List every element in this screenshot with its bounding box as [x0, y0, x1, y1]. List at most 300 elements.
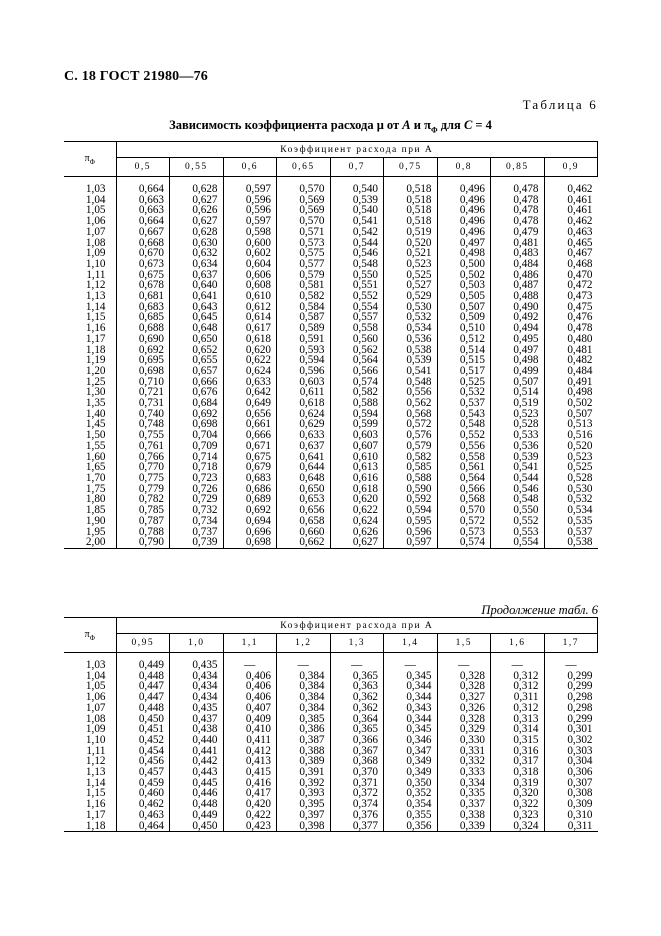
table-cell: 0,538	[544, 537, 598, 548]
table-cell: 0,496	[437, 195, 491, 206]
table-cell: 0,536	[384, 334, 438, 345]
table-cell: 0,449	[116, 653, 170, 671]
row-arg: 1,70	[85, 471, 106, 484]
table-cell: 0,389	[277, 756, 331, 767]
row-arg: 1,03	[85, 659, 106, 671]
table-cell: 0,737	[170, 527, 224, 538]
table-cell: 0,470	[544, 270, 598, 281]
table-row	[64, 177, 598, 195]
row-arg: 1,15	[85, 311, 106, 324]
table-cell: 0,695	[116, 355, 170, 366]
row-arg: 1,12	[85, 755, 106, 768]
table-cell: 0,339	[437, 821, 491, 832]
table-cell: 0,532	[437, 387, 491, 398]
table-cell: 0,558	[330, 323, 384, 334]
table-cell: 0,710	[116, 377, 170, 388]
table-cell: 0,603	[277, 377, 331, 388]
row-arg: 1,18	[85, 343, 106, 356]
row-arg: 1,08	[85, 236, 106, 249]
table-cell: 0,302	[544, 735, 598, 746]
table-cell: 0,534	[384, 323, 438, 334]
table-cell: 0,661	[223, 419, 277, 430]
table-cell: 0,649	[223, 398, 277, 409]
table-cell: 0,519	[384, 227, 438, 238]
table-cell: 0,498	[437, 248, 491, 259]
table-cell: 0,597	[384, 537, 438, 548]
table-cell: —	[437, 653, 491, 671]
table-cell: 0,481	[544, 345, 598, 356]
table-cell: 0,513	[544, 419, 598, 430]
table-cell: 0,538	[384, 345, 438, 356]
table-cell: 0,384	[277, 681, 331, 692]
row-arg: 1,11	[86, 744, 106, 757]
table-cell: 0,785	[116, 505, 170, 516]
table-cell: 0,507	[437, 302, 491, 313]
row-arg: 1,16	[85, 798, 106, 811]
table-cell: 0,435	[170, 703, 224, 714]
table-cell: 0,478	[491, 195, 545, 206]
table-cell: 0,641	[277, 452, 331, 463]
table-cell: 0,613	[330, 462, 384, 473]
column-header: 1,6	[491, 634, 545, 653]
column-header: 0,55	[170, 158, 224, 177]
table-cell: 0,520	[384, 238, 438, 249]
table-cell: 0,530	[544, 484, 598, 495]
table-cell: 0,653	[277, 494, 331, 505]
table-cell: 0,502	[437, 270, 491, 281]
table-cell: 0,564	[330, 355, 384, 366]
table-cell: 0,569	[277, 195, 331, 206]
column-header: 1,5	[437, 634, 491, 653]
table-cell: 0,566	[330, 366, 384, 377]
table-cell: 0,664	[116, 216, 170, 227]
row-arg: 1,10	[85, 733, 106, 746]
row-arg: 1,07	[85, 225, 106, 238]
table-cell: 0,543	[437, 409, 491, 420]
table-cell: 0,329	[437, 724, 491, 735]
row-arg: 1,17	[85, 332, 106, 345]
table-cell: 0,496	[437, 227, 491, 238]
table-cell: 0,548	[330, 259, 384, 270]
column-header: 1,7	[544, 634, 598, 653]
table-cell: 0,498	[491, 355, 545, 366]
table-cell: 0,377	[330, 821, 384, 832]
table-cell: 0,331	[437, 746, 491, 757]
table-cell: 0,642	[223, 387, 277, 398]
table-cell: 0,412	[223, 746, 277, 757]
table-cell: 0,598	[223, 227, 277, 238]
table-cell: 0,572	[384, 419, 438, 430]
table-cell: 0,523	[491, 409, 545, 420]
table-cell: 0,539	[491, 452, 545, 463]
row-arg: 1,05	[85, 680, 106, 693]
table-cell: 0,678	[116, 280, 170, 291]
table-cell: 0,560	[330, 334, 384, 345]
column-header: 0,85	[491, 158, 545, 177]
table-cell: 0,568	[384, 409, 438, 420]
table-cell: 0,491	[544, 377, 598, 388]
table-cell: 0,588	[330, 398, 384, 409]
row-arg: 1,17	[85, 808, 106, 821]
column-header: 1,2	[277, 634, 331, 653]
table-cell: 0,447	[116, 692, 170, 703]
table-cell: 0,299	[544, 681, 598, 692]
table-cell: 0,392	[277, 778, 331, 789]
table-cell: 0,571	[277, 227, 331, 238]
table-cell: 0,384	[277, 703, 331, 714]
table-cell: 0,452	[116, 735, 170, 746]
table-cell: 0,568	[437, 494, 491, 505]
table-cell: 0,482	[544, 355, 598, 366]
table-cell: 0,533	[491, 430, 545, 441]
table-cell: 0,557	[330, 312, 384, 323]
table-cell: 0,620	[223, 345, 277, 356]
table-cell: 0,552	[437, 430, 491, 441]
table-cell: 0,532	[384, 312, 438, 323]
page-header: С. 18 ГОСТ 21980—76	[64, 69, 208, 84]
table-cell: 0,690	[116, 334, 170, 345]
group-header: Коэффициент расхода при A	[116, 142, 598, 158]
table-cell: 0,788	[116, 527, 170, 538]
table-cell: 0,311	[544, 821, 598, 832]
row-arg: 1,07	[85, 701, 106, 714]
table-cell: 0,671	[223, 441, 277, 452]
row-arg: 1,05	[85, 204, 106, 217]
table-cell: 0,633	[277, 430, 331, 441]
column-header: 1,1	[223, 634, 277, 653]
row-arg: 1,60	[85, 450, 106, 463]
table-cell: 0,315	[491, 735, 545, 746]
table-cell: 0,517	[437, 366, 491, 377]
table-row	[64, 537, 598, 548]
table-cell: 0,462	[544, 216, 598, 227]
table-cell: 0,505	[437, 291, 491, 302]
table-cell: 0,590	[384, 484, 438, 495]
table-cell: 0,355	[384, 810, 438, 821]
flow-coefficient-table-part2	[64, 617, 598, 832]
table-cell: 0,561	[437, 462, 491, 473]
row-arg: 1,06	[85, 691, 106, 704]
row-arg: 1,04	[85, 669, 106, 682]
table-cell: 0,335	[437, 788, 491, 799]
table-cell: 0,510	[437, 323, 491, 334]
table-cell: 0,664	[116, 177, 170, 195]
row-arg: 1,30	[85, 386, 106, 399]
table-cell: 0,685	[116, 312, 170, 323]
table-cell: 0,415	[223, 767, 277, 778]
table-title: Зависимость коэффициента расхода μ от A и $\pi_\Phi$ для C = 4	[169, 118, 492, 135]
table-cell: 0,528	[491, 419, 545, 430]
table-cell: 0,411	[223, 735, 277, 746]
table-cell: 0,496	[437, 205, 491, 216]
table-cell: 0,328	[437, 681, 491, 692]
table-row	[64, 703, 598, 714]
table-cell: 0,515	[437, 355, 491, 366]
table-cell: 0,698	[116, 366, 170, 377]
table-cell: 0,536	[491, 441, 545, 452]
table-cell: 0,570	[277, 177, 331, 195]
table-cell: 0,309	[544, 799, 598, 810]
table-cell: 0,367	[330, 746, 384, 757]
table-cell: 0,595	[384, 516, 438, 527]
table-cell: 0,345	[384, 671, 438, 682]
table-cell: 0,327	[437, 692, 491, 703]
table-cell: 0,447	[116, 681, 170, 692]
table-cell: 0,627	[170, 216, 224, 227]
table-cell: 0,365	[330, 724, 384, 735]
table-cell: 0,298	[544, 703, 598, 714]
table-cell: 0,666	[170, 377, 224, 388]
table-cell: 0,467	[544, 248, 598, 259]
table-cell: 0,384	[277, 692, 331, 703]
table-cell: 0,645	[170, 312, 224, 323]
table-cell: 0,541	[491, 462, 545, 473]
table-cell: 0,573	[277, 238, 331, 249]
table-cell: 0,312	[491, 681, 545, 692]
table-cell: 0,663	[116, 195, 170, 206]
table-cell: 0,312	[491, 671, 545, 682]
table-cell: —	[330, 653, 384, 671]
table-cell: 0,442	[170, 756, 224, 767]
table-cell: 0,770	[116, 462, 170, 473]
row-arg: 1,06	[85, 215, 106, 228]
table-cell: 0,416	[223, 778, 277, 789]
row-arg: 1,10	[85, 257, 106, 270]
table-cell: 0,465	[544, 238, 598, 249]
table-cell: 0,468	[544, 259, 598, 270]
table-cell: 0,434	[170, 692, 224, 703]
table-cell: 0,495	[491, 334, 545, 345]
table-cell: 0,656	[223, 409, 277, 420]
table-cell: 0,627	[330, 537, 384, 548]
column-header: 1,3	[330, 634, 384, 653]
table-cell: 0,410	[223, 724, 277, 735]
table-cell: 0,643	[170, 302, 224, 313]
row-arg: 1,13	[85, 766, 106, 779]
table-cell: 0,624	[277, 409, 331, 420]
table-cell: 0,603	[330, 430, 384, 441]
table-cell: 0,528	[544, 473, 598, 484]
table-cell: 0,731	[116, 398, 170, 409]
table-cell: 0,666	[223, 430, 277, 441]
table-cell: 0,509	[437, 312, 491, 323]
table-cell: 0,694	[223, 516, 277, 527]
table-cell: 0,787	[116, 516, 170, 527]
row-arg: 1,50	[85, 429, 106, 442]
table-cell: 0,546	[491, 484, 545, 495]
table-cell: 0,304	[544, 756, 598, 767]
table-cell: 0,591	[277, 334, 331, 345]
column-header-row	[64, 634, 598, 653]
table-cell: 0,366	[330, 735, 384, 746]
table-cell: 0,675	[223, 452, 277, 463]
column-header-row	[64, 158, 598, 177]
table-cell: 0,610	[330, 452, 384, 463]
table-cell: 0,397	[277, 810, 331, 821]
table-cell: 0,562	[330, 345, 384, 356]
column-header: 1,4	[384, 634, 438, 653]
table-cell: 0,317	[491, 756, 545, 767]
column-header: 0,5	[116, 158, 170, 177]
table-row	[64, 227, 598, 238]
table-cell: 0,714	[170, 452, 224, 463]
table-cell: 0,698	[170, 419, 224, 430]
row-arg: 1,75	[85, 482, 106, 495]
table-cell: 0,554	[491, 537, 545, 548]
table-cell: 0,588	[384, 473, 438, 484]
table-cell: 0,599	[330, 419, 384, 430]
table-cell: 0,316	[491, 746, 545, 757]
table-cell: 0,422	[223, 810, 277, 821]
table-cell: 0,627	[170, 195, 224, 206]
table-cell: 0,334	[437, 778, 491, 789]
table-cell: 0,529	[384, 291, 438, 302]
table-cell: —	[384, 653, 438, 671]
table-cell: 0,417	[223, 788, 277, 799]
row-arg: 1,90	[85, 514, 106, 527]
table-cell: 0,488	[491, 291, 545, 302]
group-header: Коэффициент расхода при A	[116, 618, 598, 634]
table-cell: 0,299	[544, 671, 598, 682]
table-cell: 0,365	[330, 671, 384, 682]
table-row	[64, 821, 598, 832]
table-cell: 0,534	[544, 505, 598, 516]
table-cell: 0,775	[116, 473, 170, 484]
table-cell: 0,527	[384, 280, 438, 291]
table-cell: 0,539	[384, 355, 438, 366]
column-header: 0,6	[223, 158, 277, 177]
row-arg: 1,09	[85, 723, 106, 736]
table-cell: 0,518	[384, 205, 438, 216]
table-cell: 0,478	[491, 205, 545, 216]
column-header: 1,0	[170, 634, 224, 653]
table-cell: 0,478	[491, 177, 545, 195]
table-cell: 0,640	[170, 280, 224, 291]
table-cell: 0,487	[491, 280, 545, 291]
column-header: 0,9	[544, 158, 598, 177]
table-cell: 0,546	[330, 248, 384, 259]
table-cell: 0,540	[330, 205, 384, 216]
table-cell: 0,696	[223, 527, 277, 538]
table-cell: —	[544, 653, 598, 671]
table-cell: 0,618	[330, 484, 384, 495]
table-cell: 0,324	[491, 821, 545, 832]
table-cell: 0,575	[277, 248, 331, 259]
table-cell: 0,343	[384, 703, 438, 714]
table-cell: 0,448	[170, 799, 224, 810]
table-cell: 0,345	[384, 724, 438, 735]
table-cell: 0,344	[384, 714, 438, 725]
table-cell: 0,484	[544, 366, 598, 377]
table-cell: 0,596	[223, 205, 277, 216]
table-cell: 0,553	[491, 527, 545, 538]
table-cell: 0,570	[437, 505, 491, 516]
table-cell: 0,689	[223, 494, 277, 505]
table-cell: 0,550	[330, 270, 384, 281]
table-cell: 0,644	[277, 462, 331, 473]
table-cell: 0,554	[330, 302, 384, 313]
table-cell: 0,313	[491, 714, 545, 725]
table-cell: 0,492	[491, 312, 545, 323]
table-cell: 0,362	[330, 703, 384, 714]
table-cell: 0,496	[437, 216, 491, 227]
row-arg: 1,13	[85, 290, 106, 303]
table-cell: 0,461	[544, 195, 598, 206]
table-cell: 0,364	[330, 714, 384, 725]
table-cell: 0,328	[437, 714, 491, 725]
table-cell: 0,544	[491, 473, 545, 484]
table-cell: 0,518	[384, 195, 438, 206]
table-cell: 0,344	[384, 692, 438, 703]
table-cell: 0,556	[384, 387, 438, 398]
table-cell: 0,551	[330, 280, 384, 291]
row-arg: 1,45	[85, 418, 106, 431]
table-cell: 0,650	[170, 334, 224, 345]
arg-header: $\pi_\Phi$	[64, 142, 116, 177]
table-cell: 0,354	[384, 799, 438, 810]
table-label: Таблица 6	[522, 97, 598, 112]
table-cell: 0,459	[116, 778, 170, 789]
table-cell: 0,618	[223, 334, 277, 345]
table-cell: 0,476	[544, 312, 598, 323]
table-cell: 0,409	[223, 714, 277, 725]
table-cell: 0,596	[223, 195, 277, 206]
table-cell: 0,657	[170, 366, 224, 377]
table-cell: 0,593	[277, 345, 331, 356]
row-arg: 2,00	[64, 537, 116, 548]
table-cell: 0,463	[116, 810, 170, 821]
row-arg: 1,95	[85, 525, 106, 538]
table-cell: 0,395	[277, 799, 331, 810]
row-arg: 1,14	[85, 300, 106, 313]
table-cell: 0,632	[170, 248, 224, 259]
table-cell: 0,514	[437, 345, 491, 356]
row-arg: 1,03	[85, 183, 106, 195]
table-cell: 0,516	[544, 430, 598, 441]
table-cell: 0,630	[170, 238, 224, 249]
table-cell: 0,520	[544, 441, 598, 452]
row-arg: 1,16	[85, 322, 106, 335]
table-cell: 0,550	[491, 505, 545, 516]
table-cell: 0,480	[544, 334, 598, 345]
table-cell: 0,420	[223, 799, 277, 810]
table-cell: 0,637	[277, 441, 331, 452]
table-cell: 0,683	[116, 302, 170, 313]
table-cell: 0,443	[170, 767, 224, 778]
table-cell: 0,435	[170, 653, 224, 671]
row-arg: 1,08	[85, 712, 106, 725]
table-cell: 0,779	[116, 484, 170, 495]
table-cell: 0,322	[491, 799, 545, 810]
table-cell: 0,494	[491, 323, 545, 334]
table-cell: 0,441	[170, 746, 224, 757]
table-cell: 0,451	[116, 724, 170, 735]
table-cell: 0,573	[437, 527, 491, 538]
table-cell: 0,525	[544, 462, 598, 473]
table-cell: 0,658	[277, 516, 331, 527]
table-cell: 0,585	[384, 462, 438, 473]
table-cell: 0,514	[491, 387, 545, 398]
table-cell: 0,622	[223, 355, 277, 366]
row-arg: 1,12	[85, 279, 106, 292]
table-cell: 0,740	[116, 409, 170, 420]
table-cell: 0,388	[277, 746, 331, 757]
table-cell: 0,628	[170, 227, 224, 238]
table-cell: 0,600	[223, 238, 277, 249]
table-cell: 0,307	[544, 778, 598, 789]
table-cell: 0,681	[116, 291, 170, 302]
table-cell: 0,454	[116, 746, 170, 757]
